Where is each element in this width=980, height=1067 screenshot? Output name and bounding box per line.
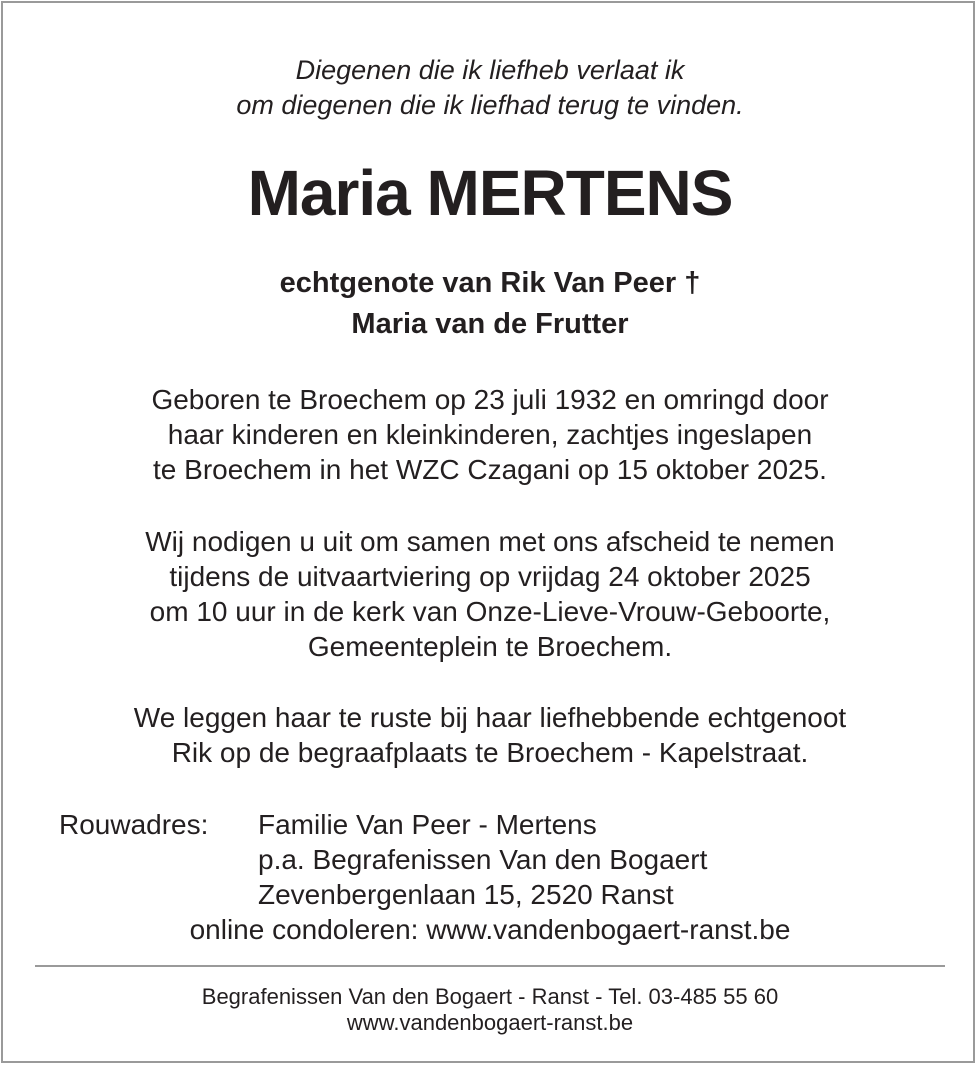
deceased-name: Maria MERTENS xyxy=(247,157,733,229)
relation-line-2: Maria van de Frutter xyxy=(351,308,629,340)
burial-line-2: Rik op de begraafplaats te Broechem - Kapelstraat. xyxy=(171,737,809,768)
footer-website: www.vandenbogaert-ranst.be xyxy=(346,1010,634,1035)
invitation-line-3: om 10 uur in de kerk van Onze-Lieve-Vrouw-Geboorte, xyxy=(149,596,831,627)
footer-line-1: Begrafenissen Van den Bogaert - Ranst - Tel. 03-485 55 60 xyxy=(201,984,779,1009)
online-condolences: online condoleren: www.vandenbogaert-ranst.be xyxy=(189,914,791,945)
footer-divider xyxy=(35,965,945,967)
address-label: Rouwadres: xyxy=(59,809,209,840)
birth-death-line-3: te Broechem in het WZC Czagani op 15 oktober 2025. xyxy=(153,454,827,485)
invitation-line-1: Wij nodigen u uit om samen met ons afscheid te nemen xyxy=(145,526,835,557)
invitation-line-2: tijdens de uitvaartviering op vrijdag 24 oktober 2025 xyxy=(169,561,811,592)
address-line-1: Familie Van Peer - Mertens xyxy=(258,809,597,840)
invitation-line-4: Gemeenteplein te Broechem. xyxy=(307,631,673,662)
quote-line-2: om diegenen die ik liefhad terug te vinden. xyxy=(236,90,744,120)
address-line-3: Zevenbergenlaan 15, 2520 Ranst xyxy=(258,879,674,910)
birth-death-line-1: Geboren te Broechem op 23 juli 1932 en omringd door xyxy=(151,384,829,415)
burial-line-1: We leggen haar te ruste bij haar liefhebbende echtgenoot xyxy=(133,702,847,733)
address-line-2: p.a. Begrafenissen Van den Bogaert xyxy=(258,844,708,875)
quote-line-1: Diegenen die ik liefheb verlaat ik xyxy=(295,55,685,85)
birth-death-line-2: haar kinderen en kleinkinderen, zachtjes ingeslapen xyxy=(167,419,813,450)
relation-line-1: echtgenote van Rik Van Peer † xyxy=(279,267,701,299)
